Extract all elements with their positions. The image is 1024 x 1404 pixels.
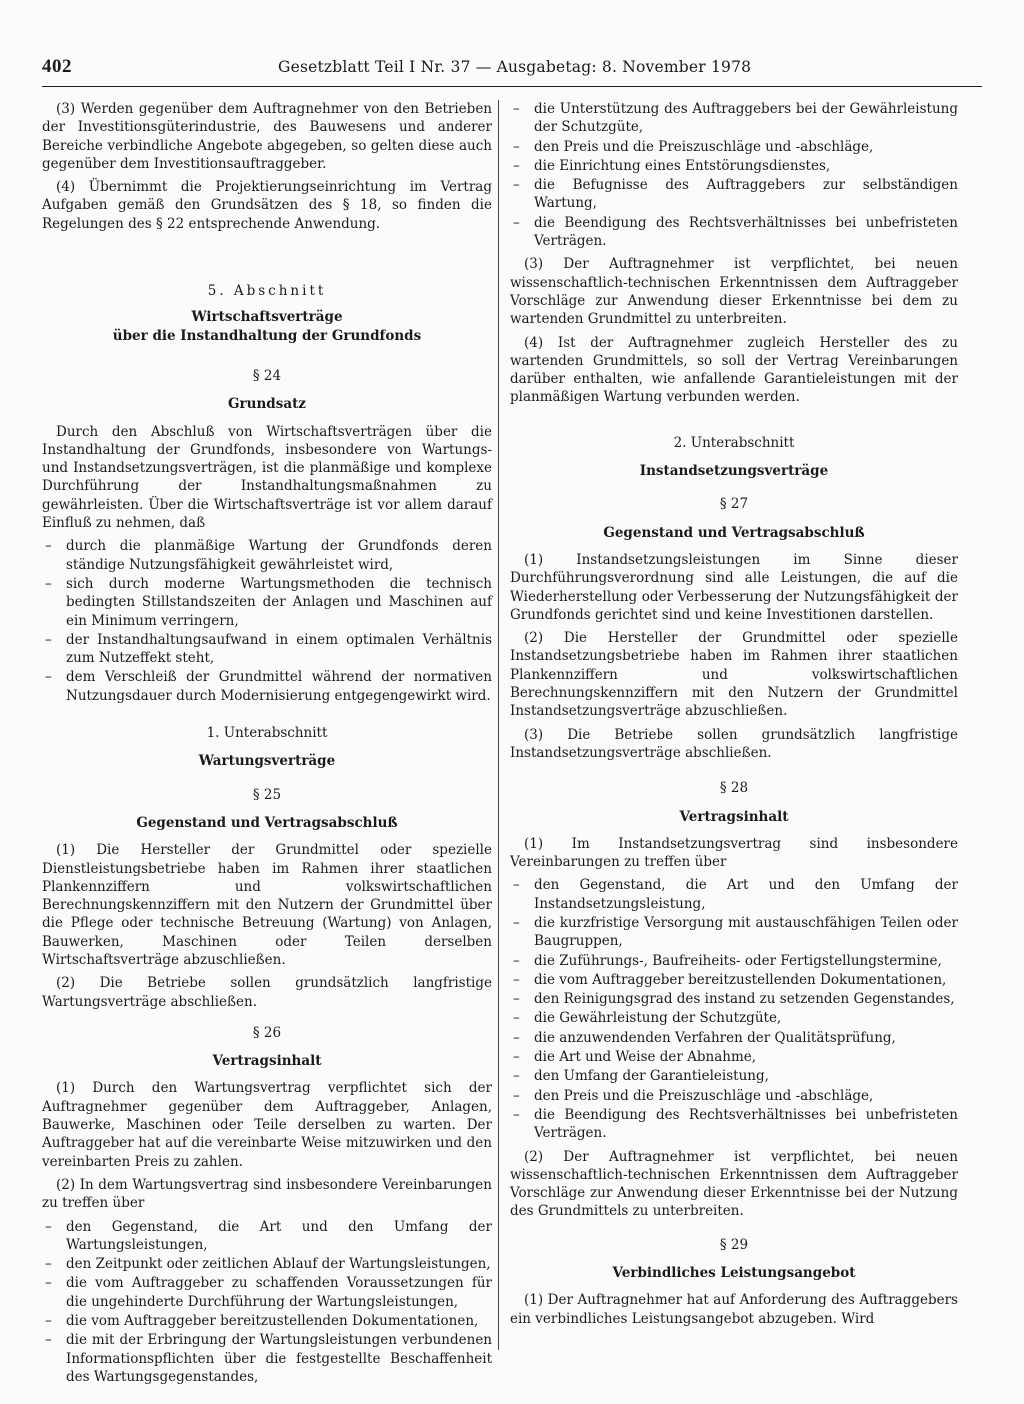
section-28-p1: (1) Im Instandsetzungsvertrag sind insbesondere Vereinbarungen zu treffen über [510, 835, 958, 871]
list-item: – der Instandhaltungsaufwand in einem optimalen Verhältnis zum Nutzeffekt steht, [42, 631, 492, 668]
section-27-p1: (1) Instandsetzungsleistungen im Sinne dieser Durchführungsverordnung sind alle Leistungen, die auf die Wiederherstellung oder Verbesserung der Nutzungsfähigkeit der Grundfonds gerichtet sind und keine Investitionen darstellen. [510, 551, 958, 623]
left-column [42, 100, 492, 1391]
list-item: – den Preis und die Preiszuschläge und -abschläge, [510, 138, 958, 156]
section-29-title: Verbindliches Leistungsangebot [612, 1265, 856, 1282]
section-26-p4: (4) Ist der Auftragnehmer zugleich Hersteller des zu wartenden Grundmittels, so soll der Vertrag Vereinbarungen darüber enthalten, wie anfallende Garantieleistungen mit der planmäßigen Wartung verbunden werden. [510, 334, 958, 406]
chapter-label: 5. Abschnitt [207, 283, 327, 300]
list-item: – die Zuführungs-, Baufreiheits- oder Fertigstellungstermine, [510, 952, 958, 970]
list-item: – die kurzfristige Versorgung mit austauschfähigen Teilen oder Baugruppen, [510, 914, 958, 951]
list-item: – die Befugnisse des Auftraggebers zur selbständigen Wartung, [510, 176, 958, 213]
list-item: – die vom Auftraggeber bereitzustellenden Dokumentationen, [510, 971, 958, 989]
list-item: – die vom Auftraggeber bereitzustellenden Dokumentationen, [42, 1312, 492, 1330]
paragraph-23-3: (3) Werden gegenüber dem Auftragnehmer von den Betrieben der Investitionsgüterindustrie, des Bauwesens und anderer Bereiche verbindliche Angebote abgegeben, so gelten diese auch gegenüber dem Investitionsauftraggeber. [42, 101, 492, 172]
section-27-p3: (3) Die Betriebe sollen grundsätzlich langfristige Instandsetzungsverträge abschließen. [510, 726, 958, 761]
column-divider [498, 100, 499, 1350]
section-24-title: Grundsatz [228, 396, 306, 413]
section-29-p1: (1) Der Auftragnehmer hat auf Anforderung des Auftraggebers ein verbindliches Leistungsangebot abzugeben. Wird [510, 1292, 958, 1327]
page-number: 402 [42, 56, 72, 77]
subchapter-2-title: Instandsetzungsverträge [639, 463, 829, 480]
section-25-p2: (2) Die Betriebe sollen grundsätzlich langfristige Wartungsverträge abschließen. [42, 975, 492, 1010]
list-item: – die Art und Weise der Abnahme, [510, 1048, 958, 1066]
section-26-p2: (2) In dem Wartungsvertrag sind insbesondere Vereinbarungen zu treffen über [42, 1176, 492, 1212]
subchapter-1-label: 1. Unterabschnitt [206, 725, 328, 742]
list-item: – die Gewährleistung der Schutzgüte, [510, 1009, 958, 1027]
subchapter-1-title: Wartungsverträge [198, 753, 336, 770]
chapter-title-line-1: Wirtschaftsverträge [191, 309, 343, 326]
section-25-p1: (1) Die Hersteller der Grundmittel oder spezielle Dienstleistungsbetriebe haben im Rahmen ihrer staatlichen Plankennziffern und volkswirtschaftlichen Berechnungskennziffern mit den Nutzern der Grundmittel über die Pflege oder technische Betreuung (Wartung) von Anlagen, Bauwerken, Maschinen oder Teilen derselben Wirtschaftsverträge abzuschließen. [42, 842, 492, 968]
list-item: – den Gegenstand, die Art und den Umfang der Instandsetzungsleistung, [510, 876, 958, 913]
section-26-p1: (1) Durch den Wartungsvertrag verpflichtet sich der Auftragnehmer gegenüber dem Auftraggeber, Anlagen, Bauwerke, Maschinen oder Teile derselben zu warten. Der Auftraggeber hat auf die vereinbarte Weise mitzuwirken und den vereinbarten Preis zu zahlen. [42, 1080, 492, 1170]
section-26-list-continued [510, 100, 958, 250]
gazette-title: Gesetzblatt Teil I Nr. 37 — Ausgabetag: 8. November 1978 [278, 58, 752, 76]
list-item: – den Zeitpunkt oder zeitlichen Ablauf der Wartungsleistungen, [42, 1255, 492, 1273]
section-24-list [42, 537, 492, 705]
list-item: – die Einrichtung eines Entstörungsdienstes, [510, 157, 958, 175]
list-item: – die Beendigung des Rechtsverhältnisses bei unbefristeten Verträgen. [510, 214, 958, 251]
section-28-title: Vertragsinhalt [679, 808, 789, 825]
list-item: – den Umfang der Garantieleistung, [510, 1067, 958, 1085]
list-item: – die Beendigung des Rechtsverhältnisses bei unbefristeten Verträgen. [510, 1106, 958, 1143]
section-25-title: Gegenstand und Vertragsabschluß [136, 814, 398, 831]
list-item: – den Gegenstand, die Art und den Umfang der Wartungsleistungen, [42, 1218, 492, 1255]
chapter-title-line-2: über die Instandhaltung der Grundfonds [112, 327, 422, 344]
list-item: – sich durch moderne Wartungsmethoden die technisch bedingten Stillstandszeiten der Anlagen und Maschinen auf ein Minimum verringern, [42, 575, 492, 630]
subchapter-2-label: 2. Unterabschnitt [673, 434, 795, 451]
section-28-sign: § 28 [719, 780, 749, 797]
section-24-text: Durch den Abschluß von Wirtschaftsverträgen über die Instandhaltung der Grundfonds, insbesondere von Wartungs- und Instandsetzungsverträgen, ist die planmäßige und komplexe Durchführung der Instandhaltungsmaßnahmen zu gewährleisten. Über die Wirtschaftsverträge ist vor allem darauf Einfluß zu nehmen, daß [42, 423, 492, 532]
section-24-sign: § 24 [252, 367, 282, 384]
right-column [510, 100, 958, 1333]
list-item: – die anzuwendenden Verfahren der Qualitätsprüfung, [510, 1029, 958, 1047]
list-item: – den Reinigungsgrad des instand zu setzenden Gegenstandes, [510, 990, 958, 1008]
list-item: – die mit der Erbringung der Wartungsleistungen verbundenen Informationspflichten über die festgestellte Beschaffenheit des Wartungsgegenstandes, [42, 1331, 492, 1386]
list-item: – durch die planmäßige Wartung der Grundfonds deren ständige Nutzungsfähigkeit gewährleistet wird, [42, 537, 492, 574]
section-28-list [510, 876, 958, 1142]
section-27-sign: § 27 [719, 496, 749, 513]
section-28-p2: (2) Der Auftragnehmer ist verpflichtet, bei neuen wissenschaftlich-technischen Erkenntnissen dem Auftraggeber Vorschläge zur Anwendung dieser Erkenntnisse bei der Nutzung des Grundmittels zu unterbreiten. [510, 1148, 958, 1220]
list-item: – dem Verschleiß der Grundmittel während der normativen Nutzungsdauer durch Modernisierung entgegengewirkt wird. [42, 668, 492, 705]
section-26-title: Vertragsinhalt [212, 1053, 322, 1070]
list-item: – die vom Auftraggeber zu schaffenden Voraussetzungen für die ungehinderte Durchführung der Wartungsleistungen, [42, 1274, 492, 1311]
list-item: – die Unterstützung des Auftraggebers bei der Gewährleistung der Schutzgüte, [510, 100, 958, 137]
section-25-sign: § 25 [252, 786, 282, 803]
section-29-sign: § 29 [719, 1236, 749, 1253]
paragraph-23-4: (4) Übernimmt die Projektierungseinrichtung im Vertrag Aufgaben gemäß den Grundsätzen des § 18, so finden die Regelungen des § 22 entsprechende Anwendung. [42, 179, 492, 232]
section-26-list [42, 1218, 492, 1387]
list-item: – den Preis und die Preiszuschläge und -abschläge, [510, 1087, 958, 1105]
section-26-p3: (3) Der Auftragnehmer ist verpflichtet, bei neuen wissenschaftlich-technischen Erkenntnissen dem Auftraggeber Vorschläge zur Anwendung dieser Erkenntnisse bei dem zu wartenden Grundmittel zu unterbreiten. [510, 256, 958, 328]
section-27-title: Gegenstand und Vertragsabschluß [603, 524, 865, 541]
section-27-p2: (2) Die Hersteller der Grundmittel oder spezielle Instandsetzungsbetriebe haben im Rahmen ihrer staatlichen Plankennziffern und volkswirtschaftlichen Berechnungskennziffern mit den Nutzern der Grundmittel Instandsetzungsverträge abzuschließen. [510, 630, 958, 720]
section-26-sign: § 26 [252, 1024, 282, 1041]
page-header [42, 56, 982, 87]
